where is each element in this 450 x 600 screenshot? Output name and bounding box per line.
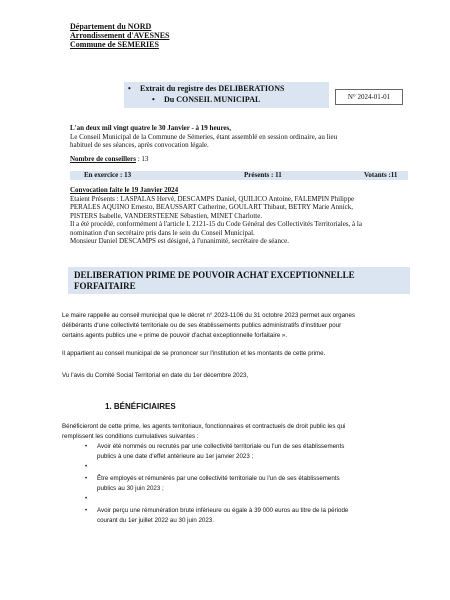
present-members-2: PERALES AQUINO Ernesto, BEAUSSART Catherine, GOULART Thibaut, BETRY Marie Annick,: [70, 203, 353, 211]
procedure-line-1: Il a été procédé, conformément à l'article L 2121-15 du Code Général des Collectivités Territoriales, à la: [70, 220, 362, 228]
intro-line-3: certains agents publics une « prime de pouvoir d'achat exceptionnelle forfaitaire ».: [62, 332, 288, 339]
present-members-1: Etaient Présents : LASPALAS Hervé, DESCAMPS Daniel, QUILICO Antoine, FALEMPIN Philippe: [70, 194, 355, 203]
counsellors-value: : 13: [135, 155, 149, 163]
section-heading: 1. BÉNÉFICIAIRES: [105, 402, 176, 411]
extract-line-2: Du CONSEIL MUNICIPAL: [164, 95, 261, 104]
department-heading: Département du NORD: [70, 22, 152, 31]
intro-line-1: Le maire rappelle au conseil municipal que le décret n° 2023-1106 du 31 octobre 2023 permet aux organes: [62, 312, 356, 319]
condition-1-line-1: • Avoir été nommés ou recrutés par une collectivité territoriale ou l'un de ses établissements: [97, 443, 345, 450]
counsellors-label: Nombre de conseillers: [70, 155, 136, 163]
deliberation-title-line-1: DELIBERATION PRIME DE POUVOIR ACHAT EXCEPTIONNELLE: [74, 270, 355, 280]
present-members-3: PISTERS Isabelle, VANDERSTEENE Sébastien, MINET Charlotte.: [70, 211, 263, 220]
beneficiaries-line-1: Bénéficieront de cette prime, les agents territoriaux, fonctionnaires et contractuels de droit public les qui: [62, 423, 346, 430]
session-paragraph: [70, 124, 410, 150]
empty-list-item: [97, 494, 417, 506]
commune-heading: Commune de SEMERIES: [70, 40, 159, 49]
counsellors-count: [70, 155, 148, 164]
procedure-line-2: nomination d'un secrétaire pris dans le sein du Conseil Municipal.: [70, 228, 255, 237]
session-line-3: habituel de ses séances, après convocation légale.: [70, 141, 209, 149]
extract-line-1: Extrait du registre des DELIBERATIONS: [140, 84, 285, 93]
deliberation-title-line-2: FORFAITAIRE: [74, 281, 136, 291]
in-office-count: En exercice : 13: [84, 171, 132, 179]
convocation-date: Convocation faite le 19 Janvier 2024: [70, 186, 179, 194]
convocation-block: [70, 186, 415, 246]
attendance-bar: [70, 171, 408, 180]
intro-paragraph: [62, 311, 422, 341]
condition-2-line-2: publics au 30 juin 2023 ;: [97, 485, 164, 492]
deliberation-title-box: [68, 267, 410, 294]
condition-item: [97, 474, 417, 494]
extract-title: • Extrait du registre des DELIBERATIONS • Du CONSEIL MUNICIPAL: [140, 83, 284, 105]
conditions-list: [97, 442, 417, 526]
condition-3-line-1: • Avoir perçu une rémunération brute inférieure ou égale à 39 000 euros au titre de la période: [97, 507, 349, 514]
session-line-2: Le Conseil Municipal de la Commune de Sémeries, étant assemblé en session ordinaire, au lieu: [70, 132, 338, 141]
competence-paragraph: Il appartient au conseil municipal de se prononcer sur l'institution et les montants de cette prime.: [62, 350, 326, 357]
condition-item: [97, 442, 417, 462]
condition-2-line-1: • Être employés et rémunérés par une collectivité territoriale ou l'un de ses établissements: [97, 475, 340, 482]
empty-list-item: [97, 462, 417, 474]
beneficiaries-paragraph: [62, 422, 422, 442]
committee-opinion: Vu l'avis du Comité Social Territorial en date du 1er décembre 2023,: [62, 372, 249, 379]
beneficiaries-line-2: remplissent les conditions cumulatives suivantes :: [62, 433, 199, 440]
secretary-line: Monsieur Daniel DESCAMPS est désigné, à l'unanimité, secrétaire de séance.: [70, 237, 289, 245]
deliberation-number-box: [335, 89, 403, 105]
session-line-1: L'an deux mil vingt quatre le 30 Janvier - à 19 heures,: [70, 124, 232, 132]
condition-3-line-2: courant du 1er juillet 2022 au 30 juin 2023.: [97, 517, 214, 524]
present-count: Présents : 11: [244, 171, 282, 179]
votes-count: Votants :11: [364, 171, 398, 179]
condition-1-line-2: publics à une date d'effet antérieure au 1er janvier 2023 ;: [97, 453, 254, 460]
deliberation-number: N° 2024-01-01: [347, 93, 391, 101]
intro-line-2: délibérants d'une collectivité territoriale ou de ses établissements publics administratifs d'instituer pour: [62, 322, 342, 329]
arrondissement-heading: Arrondissement d'AVESNES: [70, 31, 170, 40]
condition-item: [97, 506, 417, 526]
